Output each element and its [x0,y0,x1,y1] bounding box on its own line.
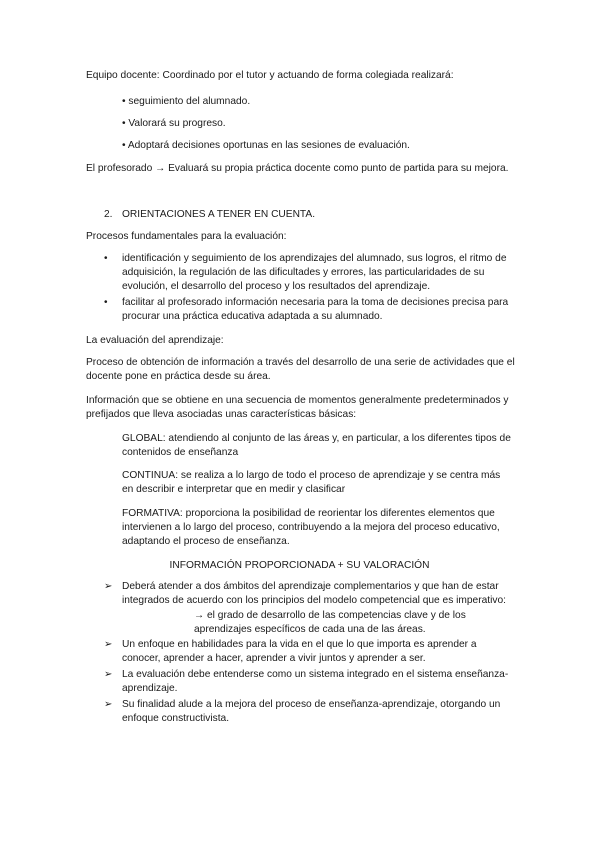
info-item-3: La evaluación debe entenderse como un sistema integrado en el sistema enseñanza-aprendizaje. [122,669,509,695]
characteristic-formativa: FORMATIVA: proporciona la posibilidad de reorientar los diferentes elementos que intervienen a lo largo del proceso, contribuyendo a la mejora del proceso educativo, adaptando el proceso de enseñanza. [122,508,500,548]
characteristic-continua: CONTINUA: se realiza a lo largo de todo el proceso de aprendizaje y se centra más en describir e interpretar que en medir y clasificar [122,470,501,496]
intro-item-1: • seguimiento del alumnado. [122,96,251,107]
procesos-bullet-1: identificación y seguimiento de los aprendizajes del alumnado, sus logros, el ritmo de adquisición, la regulación de las dificultades y errores, las particularidades de su evolución, el desarrollo del proceso y los resultados del aprendizaje. [122,253,507,293]
info-item-2: Un enfoque en habilidades para la vida en el que lo que importa es aprender a conocer, aprender a hacer, aprender a vivir juntos y aprender a ser. [122,639,477,665]
info-subitem: → el grado de desarrollo de las competencias clave y de los aprendizajes específicos de cada una de las áreas. [194,610,466,636]
characteristic-global: GLOBAL: atendiendo al conjunto de las áreas y, en particular, a los diferentes tipos de contenidos de enseñanza [122,433,511,459]
intro-item-2: • Valorará su progreso. [122,118,226,129]
bullet-glyph: • [104,297,108,308]
info-item-1: Deberá atender a dos ámbitos del aprendizaje complementarios y que han de estar integrados de acuerdo con los principios del modelo competencial que es imperativo: [122,581,506,607]
section-heading: ORIENTACIONES A TENER EN CUENTA. [122,209,316,220]
info-heading: INFORMACIÓN PROPORCIONADA + SU VALORACIÓN [169,560,430,571]
intro-item-3: • Adoptará decisiones oportunas en las sesiones de evaluación. [122,140,410,151]
arrow-bullet-icon: ➢ [104,639,113,650]
evaluacion-paragraph-1: Proceso de obtención de información a través del desarrollo de una serie de actividades que el docente pone en práctica desde su área. [86,357,515,383]
procesos-bullet-2: facilitar al profesorado información necesaria para la toma de decisiones precisa para procurar una práctica educativa adaptada a su alumnado. [122,297,509,323]
arrow-bullet-icon: ➢ [104,581,113,592]
bullet-glyph: • [104,253,108,264]
evaluacion-paragraph-2: Información que se obtiene en una secuencia de momentos generalmente predeterminados y prefijados que lleva asociadas unas características básicas: [86,395,509,421]
arrow-bullet-icon: ➢ [104,699,113,710]
evaluacion-heading: La evaluación del aprendizaje: [86,335,224,346]
info-item-4: Su finalidad alude a la mejora del proceso de enseñanza-aprendizaje, otorgando un enfoque constructivista. [122,699,501,725]
arrow-bullet-icon: ➢ [104,669,113,680]
procesos-intro: Procesos fundamentales para la evaluación: [86,231,287,242]
equipo-docente-line: Equipo docente: Coordinado por el tutor y actuando de forma colegiada realizará: [86,70,454,81]
profesorado-line: El profesorado → Evaluará su propia práctica docente como punto de partida para su mejora. [86,163,509,174]
section-number: 2. [104,209,113,220]
